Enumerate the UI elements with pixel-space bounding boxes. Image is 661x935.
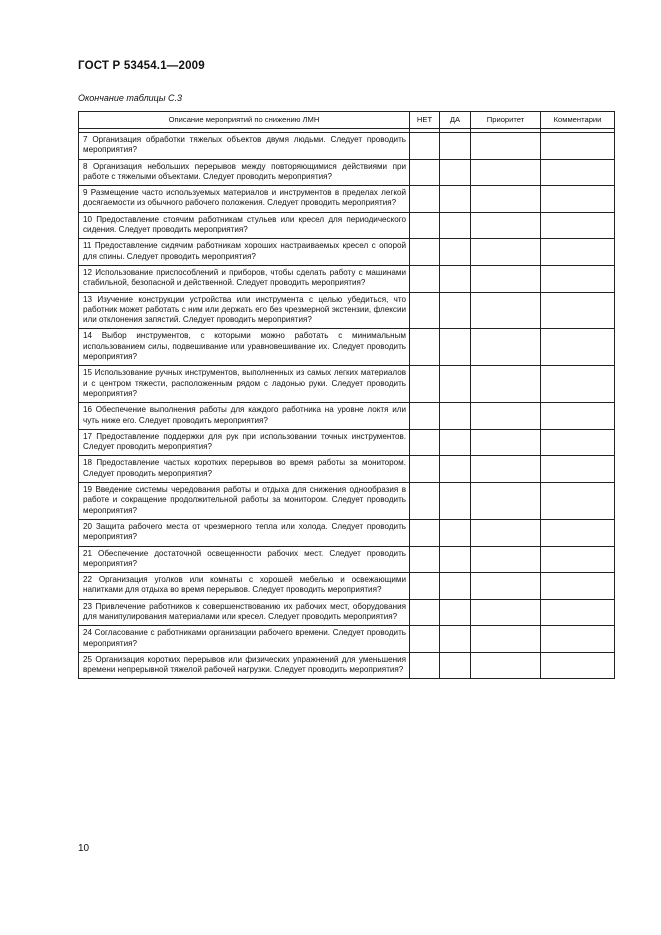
column-header-no: НЕТ [410,112,440,129]
measure-description-cell: 24 Согласование с работниками организации рабочего времени. Следует проводить мероприятия? [79,626,410,653]
comment-cell [541,212,615,239]
priority-cell [471,292,541,329]
table-row [79,366,615,403]
column-header-description: Описание мероприятий по снижению ЛМН [79,112,410,129]
no-cell [410,483,440,520]
priority-cell [471,573,541,600]
priority-cell [471,186,541,213]
priority-cell [471,652,541,679]
yes-cell [440,652,471,679]
measure-description-cell: 21 Обеспечение достаточной освещенности рабочих мест. Следует проводить мероприятия? [79,546,410,573]
column-header-priority: Приоритет [471,112,541,129]
column-header-comments: Комментарии [541,112,615,129]
priority-cell [471,265,541,292]
measure-description-cell: 8 Организация небольших перерывов между повторяющимися действиями при работе с тяжелыми объектами. Следует проводить мероприятия? [79,159,410,186]
priority-cell [471,239,541,266]
table-row [79,403,615,430]
comment-cell [541,456,615,483]
yes-cell [440,159,471,186]
table-row [79,599,615,626]
priority-cell [471,329,541,366]
yes-cell [440,483,471,520]
table-row [79,573,615,600]
yes-cell [440,186,471,213]
comment-cell [541,429,615,456]
measure-description-cell: 12 Использование приспособлений и приборов, чтобы сделать работу с машинами стабильной, безопасной и действенной. Следует проводить мероприятия? [79,265,410,292]
measure-description-cell: 16 Обеспечение выполнения работы для каждого работника на уровне локтя или чуть ниже его. Следует проводить мероприятия? [79,403,410,430]
priority-cell [471,519,541,546]
comment-cell [541,546,615,573]
table-row [79,292,615,329]
measures-table [78,111,615,679]
table-row [79,652,615,679]
priority-cell [471,546,541,573]
page-number: 10 [78,843,90,854]
table-row [79,456,615,483]
yes-cell [440,626,471,653]
yes-cell [440,573,471,600]
table-row [79,159,615,186]
comment-cell [541,186,615,213]
priority-cell [471,159,541,186]
measure-description-cell: 15 Использование ручных инструментов, выполненных из самых легких материалов и с центром тяжести, расположенным рядом с ладонью руки. Следует проводить мероприятия? [79,366,410,403]
priority-cell [471,212,541,239]
yes-cell [440,456,471,483]
comment-cell [541,265,615,292]
priority-cell [471,429,541,456]
comment-cell [541,366,615,403]
no-cell [410,403,440,430]
no-cell [410,519,440,546]
no-cell [410,456,440,483]
no-cell [410,546,440,573]
document-code: ГОСТ Р 53454.1—2009 [78,60,205,72]
measure-description-cell: 10 Предоставление стоячим работникам стульев или кресел для периодического сидения. Следует проводить мероприятия? [79,212,410,239]
measure-description-cell: 18 Предоставление частых коротких перерывов во время работы за монитором. Следует проводить мероприятия? [79,456,410,483]
comment-cell [541,599,615,626]
no-cell [410,239,440,266]
table-row [79,186,615,213]
yes-cell [440,403,471,430]
measure-description-cell: 17 Предоставление поддержки для рук при использовании точных инструментов. Следует проводить мероприятия? [79,429,410,456]
comment-cell [541,403,615,430]
yes-cell [440,239,471,266]
table-row [79,519,615,546]
priority-cell [471,456,541,483]
table-row [79,329,615,366]
comment-cell [541,133,615,160]
no-cell [410,626,440,653]
no-cell [410,186,440,213]
yes-cell [440,329,471,366]
no-cell [410,366,440,403]
yes-cell [440,133,471,160]
table-row [79,483,615,520]
yes-cell [440,599,471,626]
comment-cell [541,652,615,679]
table-row [79,429,615,456]
comment-cell [541,329,615,366]
table-row [79,212,615,239]
yes-cell [440,292,471,329]
measure-description-cell: 23 Привлечение работников к совершенствованию их рабочих мест, оборудования для манипулирования материалами или кресел. Следует проводить мероприятия? [79,599,410,626]
measure-description-cell: 7 Организация обработки тяжелых объектов двумя людьми. Следует проводить мероприятия? [79,133,410,160]
table-header-row [79,112,615,129]
table-row [79,626,615,653]
column-header-yes: ДА [440,112,471,129]
no-cell [410,159,440,186]
measure-description-cell: 25 Организация коротких перерывов или физических упражнений для уменьшения времени непрерывной тяжелой рабочей нагрузки. Следует проводить мероприятия? [79,652,410,679]
measure-description-cell: 9 Размещение часто используемых материалов и инструментов в пределах легкой досягаемости из обычного рабочего положения. Следует проводить мероприятия? [79,186,410,213]
comment-cell [541,626,615,653]
table-row [79,546,615,573]
no-cell [410,292,440,329]
comment-cell [541,159,615,186]
priority-cell [471,403,541,430]
comment-cell [541,292,615,329]
table-body [79,129,615,679]
comment-cell [541,573,615,600]
priority-cell [471,133,541,160]
table-row [79,265,615,292]
comment-cell [541,519,615,546]
yes-cell [440,429,471,456]
yes-cell [440,366,471,403]
measure-description-cell: 19 Введение системы чередования работы и отдыха для снижения однообразия в работе и сокращение продолжительной работы за монитором. Следует проводить мероприятия? [79,483,410,520]
yes-cell [440,265,471,292]
priority-cell [471,366,541,403]
measure-description-cell: 11 Предоставление сидячим работникам хороших настраиваемых кресел с опорой для спины. Следует проводить мероприятия? [79,239,410,266]
table-caption: Окончание таблицы С.3 [78,93,182,103]
priority-cell [471,483,541,520]
measure-description-cell: 14 Выбор инструментов, с которыми можно работать с минимальным использованием силы, подвешивание или уравновешивание их. Следует проводить мероприятия? [79,329,410,366]
no-cell [410,652,440,679]
no-cell [410,329,440,366]
comment-cell [541,483,615,520]
priority-cell [471,599,541,626]
yes-cell [440,212,471,239]
table-row [79,133,615,160]
comment-cell [541,239,615,266]
priority-cell [471,626,541,653]
measure-description-cell: 13 Изучение конструкции устройства или инструмента с целью убедиться, что работник может работать с ним или держать его без чрезмерной экстензии, флексии или отклонения запястий. Следует проводить мероприятия? [79,292,410,329]
no-cell [410,133,440,160]
measure-description-cell: 22 Организация уголков или комнаты с хорошей мебелью и освежающими напитками для отдыха во время перерывов. Следует проводить мероприятия? [79,573,410,600]
yes-cell [440,519,471,546]
no-cell [410,429,440,456]
measure-description-cell: 20 Защита рабочего места от чрезмерного тепла или холода. Следует проводить мероприятия? [79,519,410,546]
yes-cell [440,546,471,573]
no-cell [410,573,440,600]
no-cell [410,599,440,626]
no-cell [410,265,440,292]
no-cell [410,212,440,239]
table-row [79,239,615,266]
